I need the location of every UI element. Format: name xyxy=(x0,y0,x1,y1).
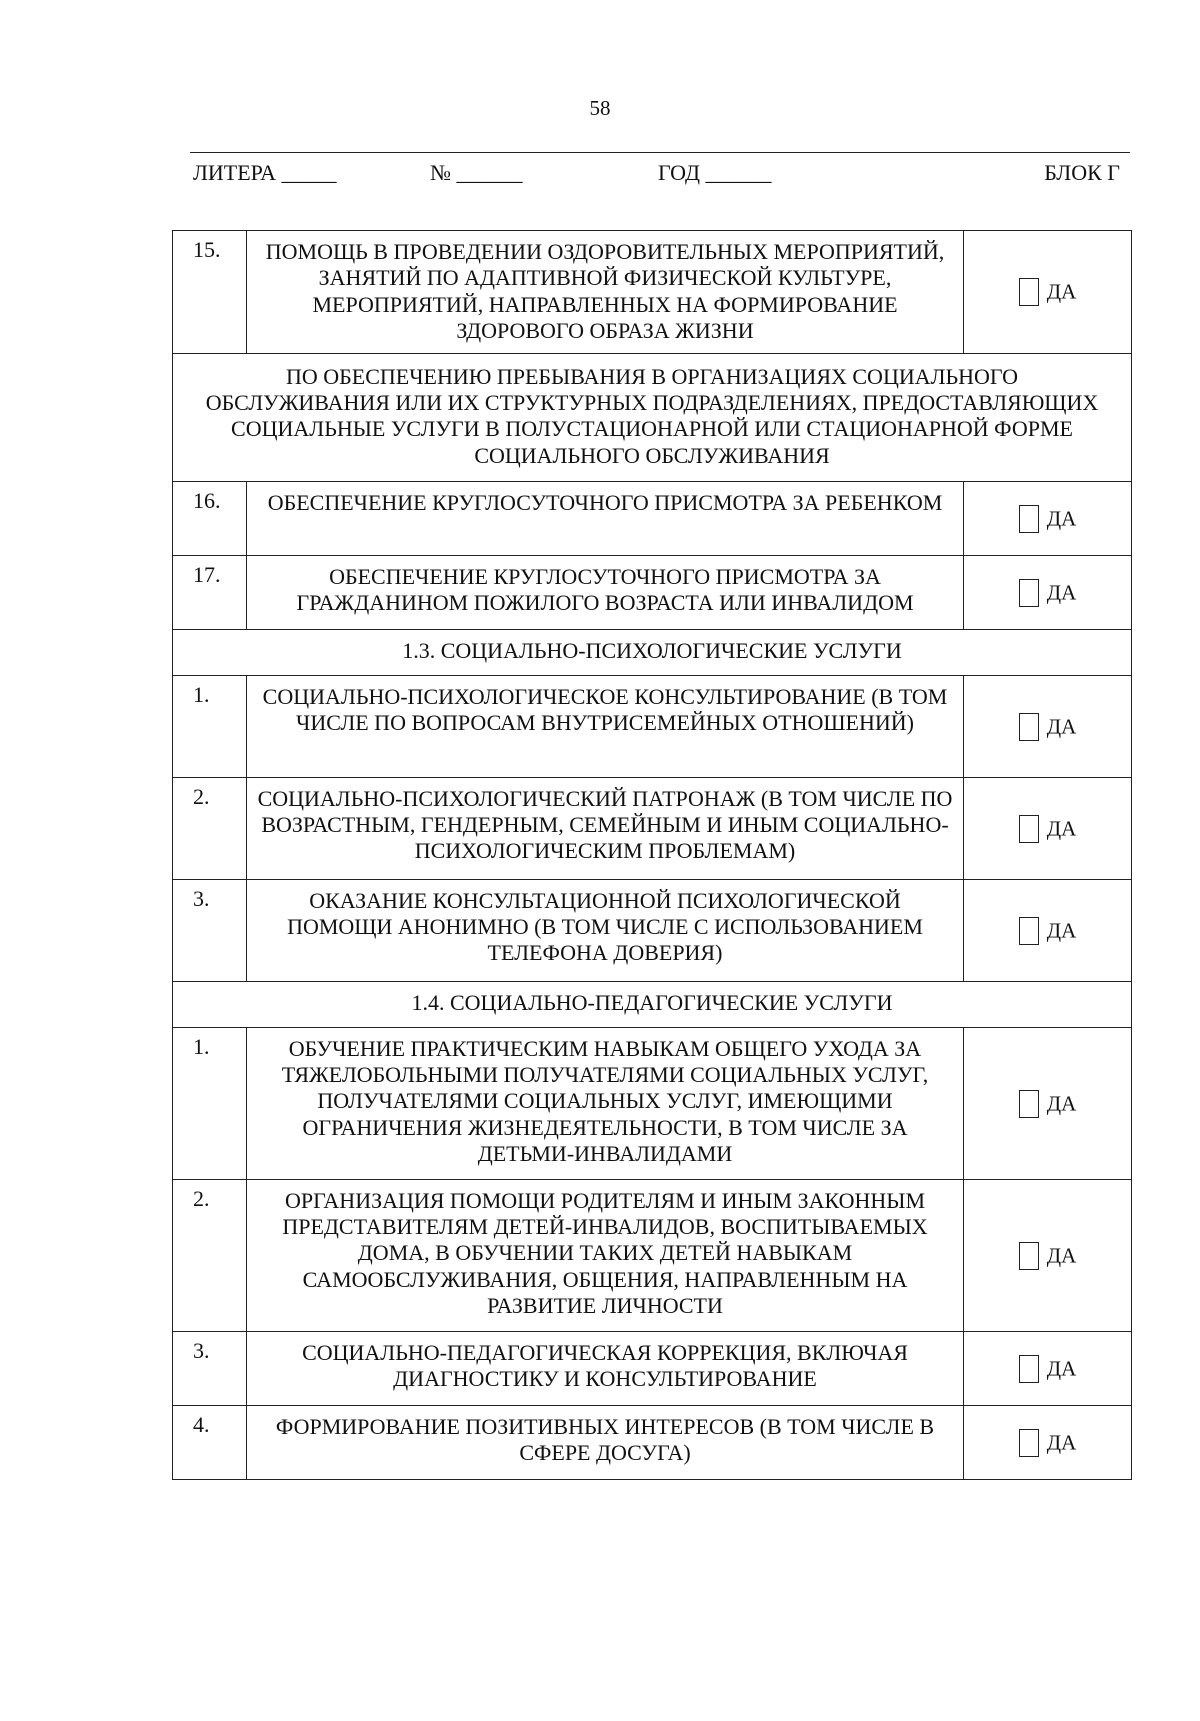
service-description: ФОРМИРОВАНИЕ ПОЗИТИВНЫХ ИНТЕРЕСОВ (В ТОМ ЧИСЛЕ В СФЕРЕ ДОСУГА) xyxy=(247,1405,964,1479)
checkbox-square-icon[interactable] xyxy=(1019,713,1039,741)
table-row xyxy=(173,481,1132,555)
service-description: СОЦИАЛЬНО-ПСИХОЛОГИЧЕСКОЕ КОНСУЛЬТИРОВАНИЕ (В ТОМ ЧИСЛЕ ПО ВОПРОСАМ ВНУТРИСЕМЕЙНЫХ ОТНОШЕНИЙ) xyxy=(247,675,964,777)
checkbox-square-icon[interactable] xyxy=(1019,1242,1039,1270)
checkbox-square-icon[interactable] xyxy=(1019,579,1039,607)
litera-field: ЛИТЕРА _____ xyxy=(193,160,337,185)
service-description: ОКАЗАНИЕ КОНСУЛЬТАЦИОННОЙ ПСИХОЛОГИЧЕСКОЙ ПОМОЩИ АНОНИМНО (В ТОМ ЧИСЛЕ С ИСПОЛЬЗОВАНИЕМ ТЕЛЕФОНА ДОВЕРИЯ) xyxy=(247,879,964,981)
yes-checkbox[interactable] xyxy=(964,1405,1132,1479)
row-number: 16. xyxy=(173,481,247,555)
section-row xyxy=(173,629,1132,675)
header-rule xyxy=(190,152,1130,153)
yes-label: ДА xyxy=(1046,713,1077,738)
section-row xyxy=(173,981,1132,1027)
number-field: № ______ xyxy=(430,160,523,185)
checkbox-square-icon[interactable] xyxy=(1019,278,1039,306)
service-description: ПОМОЩЬ В ПРОВЕДЕНИИ ОЗДОРОВИТЕЛЬНЫХ МЕРОПРИЯТИЙ, ЗАНЯТИЙ ПО АДАПТИВНОЙ ФИЗИЧЕСКОЙ КУЛЬТУРЕ, МЕРОПРИЯТИЙ, НАПРАВЛЕННЫХ НА ФОРМИРОВАНИЕ ЗДОРОВОГО ОБРАЗА ЖИЗНИ xyxy=(247,231,964,354)
row-number: 2. xyxy=(173,1179,247,1331)
row-number: 15. xyxy=(173,231,247,354)
row-number: 2. xyxy=(173,777,247,879)
service-description: СОЦИАЛЬНО-ПЕДАГОГИЧЕСКАЯ КОРРЕКЦИЯ, ВКЛЮЧАЯ ДИАГНОСТИКУ И КОНСУЛЬТИРОВАНИЕ xyxy=(247,1331,964,1405)
service-description: ОРГАНИЗАЦИЯ ПОМОЩИ РОДИТЕЛЯМ И ИНЫМ ЗАКОННЫМ ПРЕДСТАВИТЕЛЯМ ДЕТЕЙ-ИНВАЛИДОВ, ВОСПИТЫВАЕМЫХ ДОМА, В ОБУЧЕНИИ ТАКИХ ДЕТЕЙ НАВЫКАМ САМООБСЛУЖИВАНИЯ, ОБЩЕНИЯ, НАПРАВЛЕННЫМ НА РАЗВИТИЕ ЛИЧНОСТИ xyxy=(247,1179,964,1331)
yes-checkbox[interactable] xyxy=(964,879,1132,981)
yes-checkbox[interactable] xyxy=(964,231,1132,354)
table-row xyxy=(173,1179,1132,1331)
page-number: 58 xyxy=(589,96,611,120)
year-field: ГОД ______ xyxy=(658,160,772,185)
yes-label: ДА xyxy=(1046,1429,1077,1454)
checkbox-square-icon[interactable] xyxy=(1019,815,1039,843)
yes-label: ДА xyxy=(1046,1242,1077,1267)
row-number: 4. xyxy=(173,1405,247,1479)
service-description: ОБЕСПЕЧЕНИЕ КРУГЛОСУТОЧНОГО ПРИСМОТРА ЗА ГРАЖДАНИНОМ ПОЖИЛОГО ВОЗРАСТА ИЛИ ИНВАЛИДОМ xyxy=(247,555,964,629)
section-heading-stay: ПО ОБЕСПЕЧЕНИЮ ПРЕБЫВАНИЯ В ОРГАНИЗАЦИЯХ СОЦИАЛЬНОГО ОБСЛУЖИВАНИЯ ИЛИ ИХ СТРУКТУРНЫХ ПОДРАЗДЕЛЕНИЯХ, ПРЕДОСТАВЛЯЮЩИХ СОЦИАЛЬНЫЕ УСЛУГИ В ПОЛУСТАЦИОНАРНОЙ ИЛИ СТАЦИОНАРНОЙ ФОРМЕ СОЦИАЛЬНОГО ОБСЛУЖИВАНИЯ xyxy=(173,353,1132,481)
section-heading-1-4: 1.4. СОЦИАЛЬНО-ПЕДАГОГИЧЕСКИЕ УСЛУГИ xyxy=(173,981,1132,1027)
section-row xyxy=(173,353,1132,481)
checkbox-square-icon[interactable] xyxy=(1019,917,1039,945)
row-number: 3. xyxy=(173,879,247,981)
yes-checkbox[interactable] xyxy=(964,555,1132,629)
yes-label: ДА xyxy=(1046,917,1077,942)
yes-label: ДА xyxy=(1046,505,1077,530)
table-row xyxy=(173,1331,1132,1405)
checkbox-square-icon[interactable] xyxy=(1019,1429,1039,1457)
checkbox-square-icon[interactable] xyxy=(1019,1355,1039,1383)
service-description: СОЦИАЛЬНО-ПСИХОЛОГИЧЕСКИЙ ПАТРОНАЖ (В ТОМ ЧИСЛЕ ПО ВОЗРАСТНЫМ, ГЕНДЕРНЫМ, СЕМЕЙНЫМ И ИНЫМ СОЦИАЛЬНО-ПСИХОЛОГИЧЕСКИМ ПРОБЛЕМАМ) xyxy=(247,777,964,879)
yes-checkbox[interactable] xyxy=(964,777,1132,879)
row-number: 1. xyxy=(173,1027,247,1179)
row-number: 17. xyxy=(173,555,247,629)
table-row xyxy=(173,1405,1132,1479)
row-number: 1. xyxy=(173,675,247,777)
table-row xyxy=(173,675,1132,777)
section-heading-1-3: 1.3. СОЦИАЛЬНО-ПСИХОЛОГИЧЕСКИЕ УСЛУГИ xyxy=(173,629,1132,675)
yes-checkbox[interactable] xyxy=(964,675,1132,777)
service-description: ОБЕСПЕЧЕНИЕ КРУГЛОСУТОЧНОГО ПРИСМОТРА ЗА РЕБЕНКОМ xyxy=(247,481,964,555)
checkbox-square-icon[interactable] xyxy=(1019,1090,1039,1118)
yes-label: ДА xyxy=(1046,1090,1077,1115)
checkbox-square-icon[interactable] xyxy=(1019,505,1039,533)
yes-checkbox[interactable] xyxy=(964,1027,1132,1179)
yes-checkbox[interactable] xyxy=(964,481,1132,555)
block-label: БЛОК Г xyxy=(1044,160,1120,185)
row-number: 3. xyxy=(173,1331,247,1405)
table-row xyxy=(173,231,1132,354)
yes-label: ДА xyxy=(1046,815,1077,840)
table-row xyxy=(173,777,1132,879)
yes-checkbox[interactable] xyxy=(964,1179,1132,1331)
table-row xyxy=(173,1027,1132,1179)
table-row xyxy=(173,555,1132,629)
yes-label: ДА xyxy=(1046,579,1077,604)
service-description: ОБУЧЕНИЕ ПРАКТИЧЕСКИМ НАВЫКАМ ОБЩЕГО УХОДА ЗА ТЯЖЕЛОБОЛЬНЫМИ ПОЛУЧАТЕЛЯМИ СОЦИАЛЬНЫХ УСЛУГ, ПОЛУЧАТЕЛЯМИ СОЦИАЛЬНЫХ УСЛУГ, ИМЕЮЩИМИ ОГРАНИЧЕНИЯ ЖИЗНЕДЕЯТЕЛЬНОСТИ, В ТОМ ЧИСЛЕ ЗА ДЕТЬМИ-ИНВАЛИДАМИ xyxy=(247,1027,964,1179)
yes-label: ДА xyxy=(1046,279,1077,304)
services-table xyxy=(172,230,1132,1480)
table-row xyxy=(173,879,1132,981)
yes-label: ДА xyxy=(1046,1355,1077,1380)
yes-checkbox[interactable] xyxy=(964,1331,1132,1405)
